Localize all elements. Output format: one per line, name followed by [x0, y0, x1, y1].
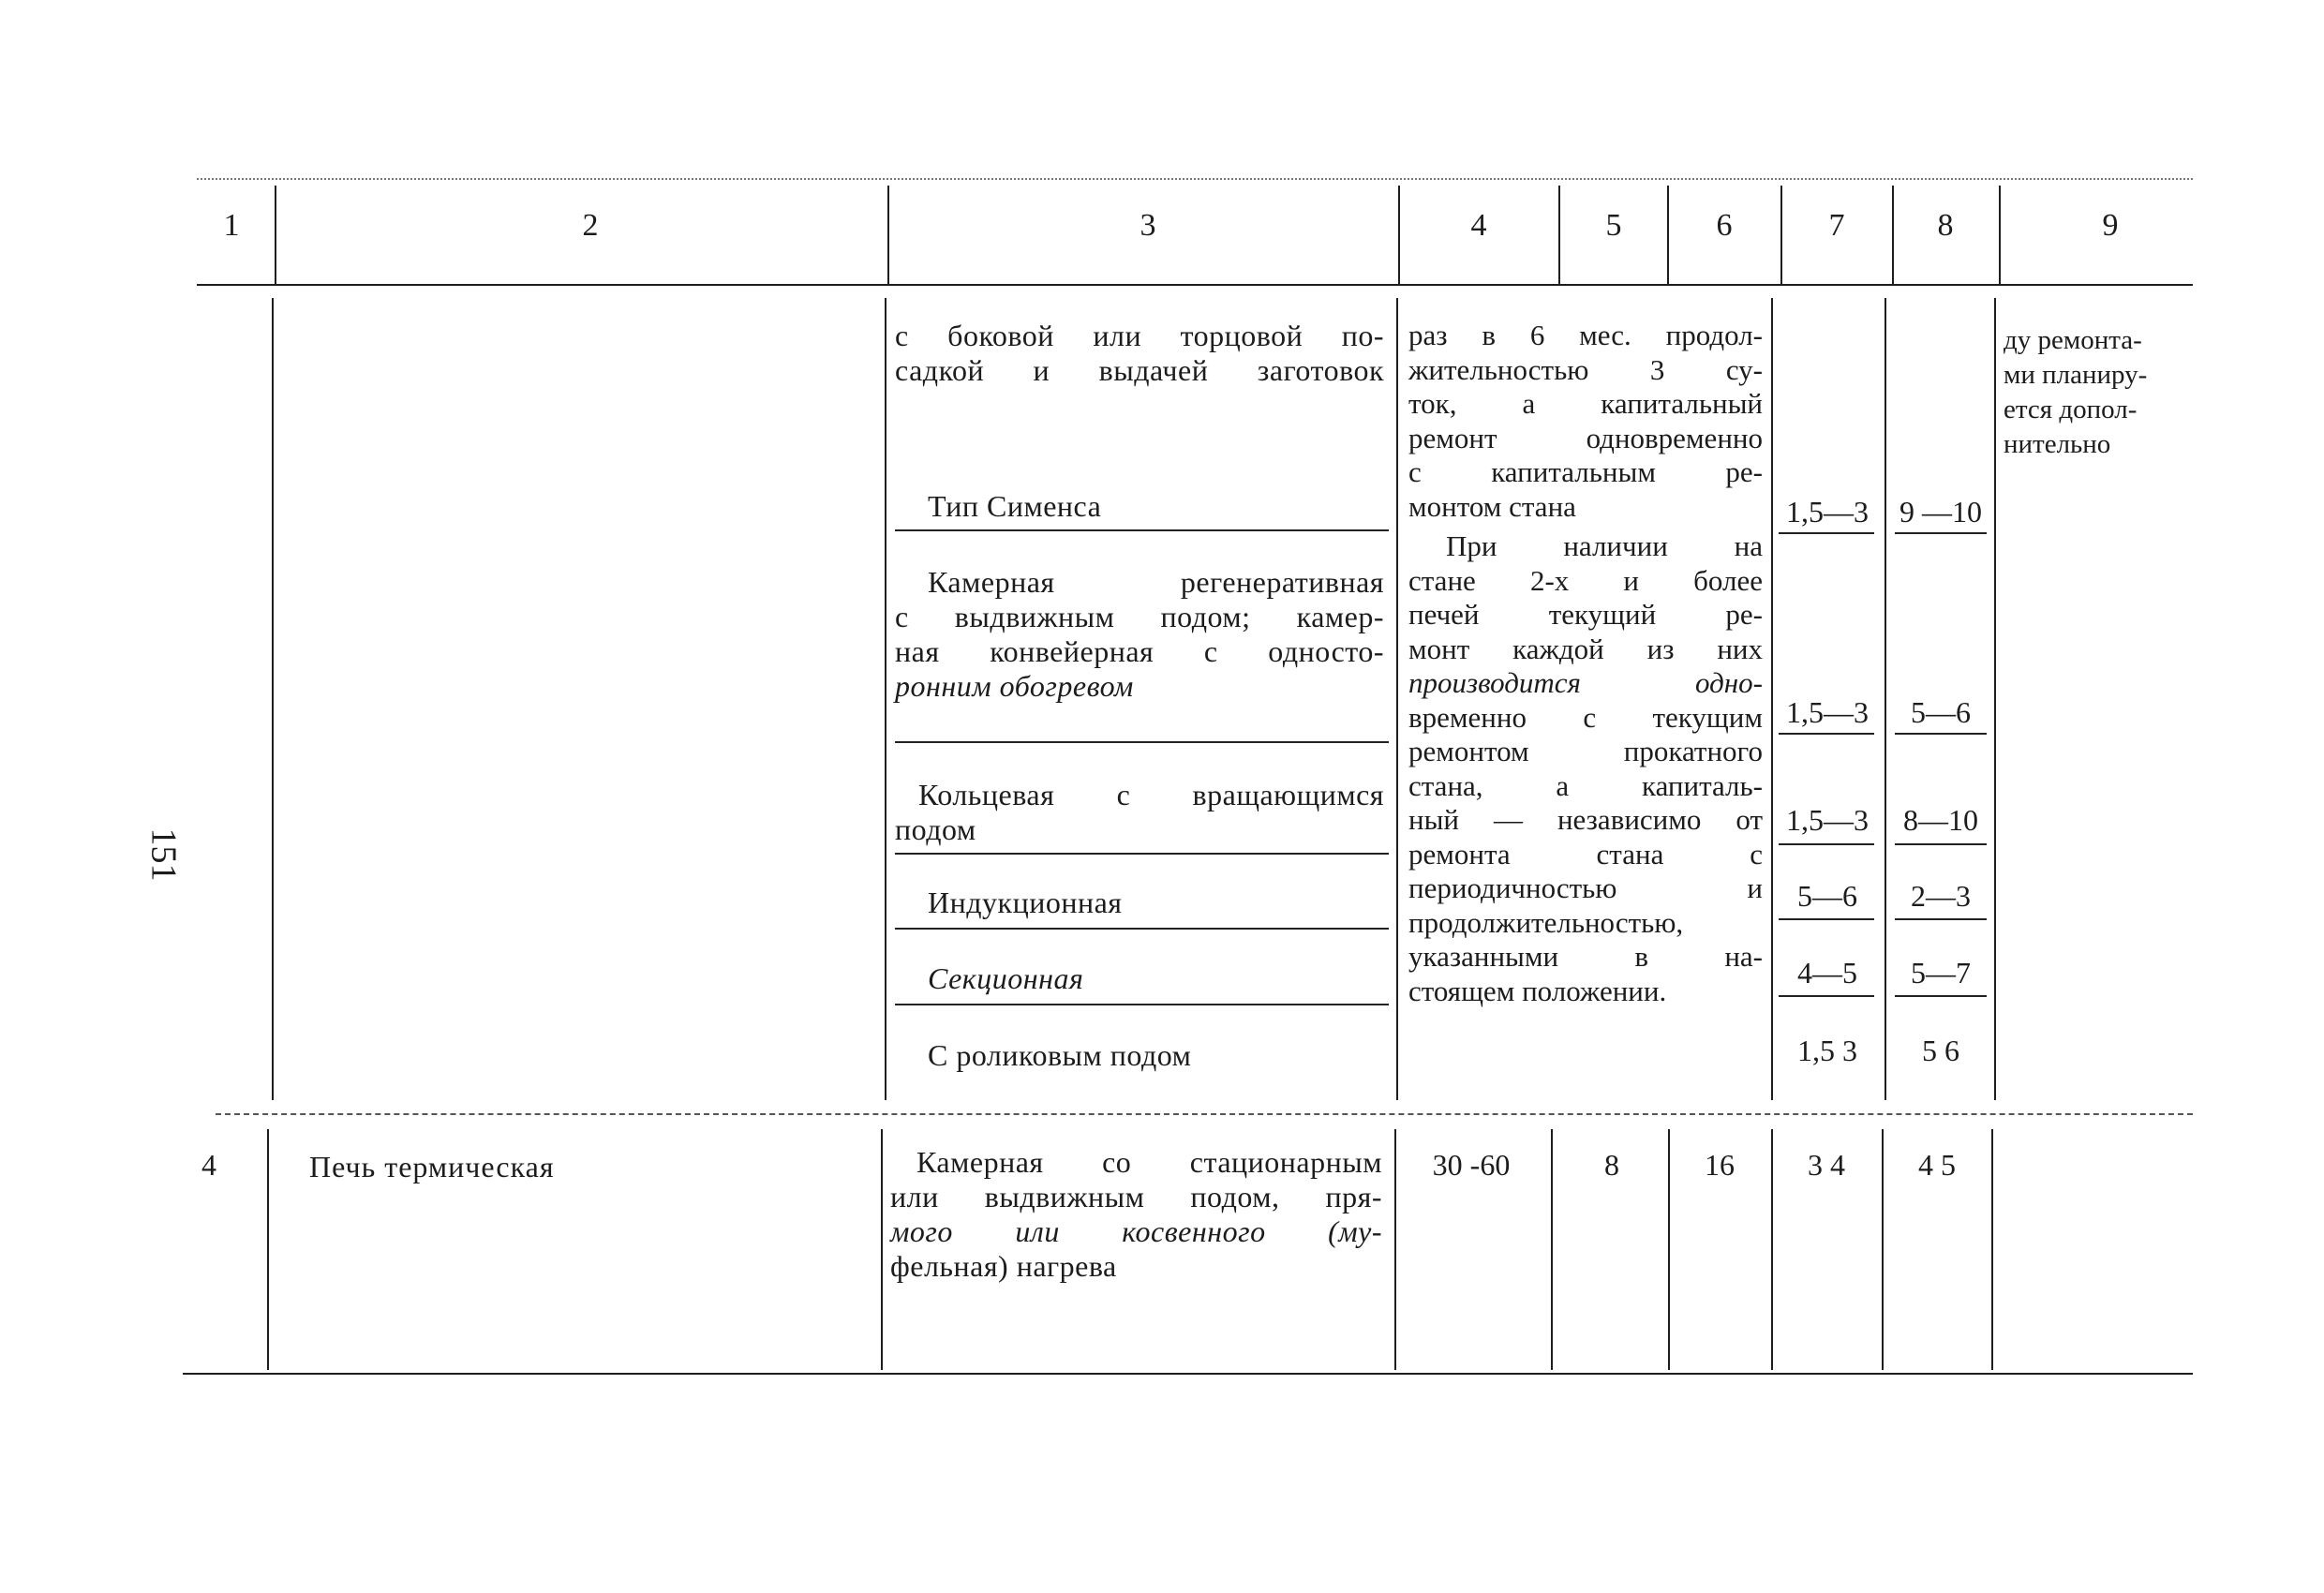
row-number: 4 [201, 1148, 216, 1182]
subtype-underline [895, 853, 1389, 855]
value-underline [1895, 843, 1987, 845]
col4-value: 30 -60 [1432, 1148, 1511, 1182]
text-line: стане 2-х и более [1408, 563, 1763, 597]
col7-value: 1,5—3 [1786, 803, 1869, 837]
col8-value: 4 5 [1918, 1148, 1956, 1182]
text-line: ная конвейерная с односто- [895, 634, 1384, 668]
header-vline [1667, 186, 1669, 284]
header-vline [1999, 186, 2001, 284]
text-line: продолжительностью, [1408, 905, 1684, 939]
text-line: с выдвижным подом; камер- [895, 600, 1384, 633]
text-line: подом [895, 812, 976, 846]
header-col-3: 3 [1140, 208, 1156, 243]
text-line: Тип Сименса [928, 489, 1102, 523]
text-line: ремонта стана с [1408, 837, 1763, 871]
text-line: Камерная регенеративная [928, 565, 1384, 599]
text-line: Индукционная [928, 886, 1123, 919]
body-vline [881, 1129, 883, 1370]
text-line: Секционная [928, 961, 1084, 995]
text-line: ремонт одновременно [1408, 421, 1763, 454]
text-line: ремонтом прокатного [1408, 735, 1763, 767]
text-line: Камерная со стационарным [916, 1145, 1382, 1179]
subtype-chamber-regen [895, 565, 1384, 704]
body-vline [1885, 298, 1886, 1100]
header-vline [275, 186, 276, 284]
col3-intro [895, 319, 1384, 388]
header-col-8: 8 [1937, 208, 1954, 243]
body-vline [267, 1129, 269, 1370]
col6-value: 16 [1705, 1148, 1735, 1182]
header-col-2: 2 [582, 208, 599, 243]
text-line: с боковой или торцовой по- [895, 319, 1384, 352]
text-line: монтом стана [1408, 489, 1576, 523]
subtype-underline [895, 529, 1389, 531]
col9-note [2004, 323, 2147, 462]
row-b-col3 [890, 1145, 1382, 1284]
text-line: нительно [2004, 429, 2111, 459]
body-vline [1991, 1129, 1993, 1370]
body-vline [272, 298, 274, 1100]
top-rule [197, 178, 2193, 180]
text-line: садкой и выдачей заготовок [895, 353, 1384, 387]
value-underline [1779, 918, 1874, 920]
text-line: ный — независимо от [1408, 803, 1763, 836]
body-vline [1551, 1129, 1553, 1370]
subtype-underline [895, 741, 1389, 743]
text-line: ток, а капитальный [1408, 387, 1763, 420]
subtype-ring [895, 778, 1384, 847]
text-line: производится одно- [1408, 666, 1763, 699]
text-line: стоящем положении. [1408, 974, 1667, 1007]
header-col-7: 7 [1828, 208, 1845, 243]
body-vline [1882, 1129, 1884, 1370]
value-underline [1779, 532, 1874, 534]
header-col-4: 4 [1470, 208, 1487, 243]
value-underline [1779, 733, 1874, 735]
text-line: указанными в на- [1408, 940, 1763, 973]
col8-value: 5 6 [1922, 1034, 1959, 1067]
body-vline [1394, 1129, 1396, 1370]
furnace-name: Печь термическая [309, 1150, 555, 1184]
subtype-roller [928, 1038, 1191, 1073]
text-line: ми планиру- [2004, 360, 2148, 390]
subtype-siemens [928, 489, 1101, 524]
body-vline [1771, 298, 1773, 1100]
text-line: периодичностью и [1408, 871, 1763, 904]
text-line: с капитальным ре- [1408, 455, 1763, 488]
text-line: ронним обогревом [895, 669, 1134, 703]
row-separator-rule [216, 1113, 2193, 1115]
body-vline [1771, 1129, 1773, 1370]
value-underline [1779, 843, 1874, 845]
text-line: мого или косвенного (му- [890, 1214, 1382, 1248]
subtype-sectional [928, 961, 1083, 996]
subtype-underline [895, 1004, 1389, 1005]
body-vline [885, 298, 886, 1100]
subtype-underline [895, 928, 1389, 930]
body-vline [1396, 298, 1398, 1100]
text-line: жительностью 3 су- [1408, 352, 1763, 386]
text-line: временно с текущим [1408, 700, 1763, 734]
header-col-6: 6 [1716, 208, 1733, 243]
col4-description [1408, 319, 1763, 1008]
text-line: фельная) нагрева [890, 1249, 1117, 1283]
header-vline [887, 186, 889, 284]
header-vline [1892, 186, 1894, 284]
text-line: При наличии на [1446, 529, 1763, 562]
col7-value: 5—6 [1797, 879, 1857, 913]
page-number: 151 [143, 827, 184, 882]
col5-value: 8 [1604, 1148, 1619, 1182]
text-line: ется допол- [2004, 395, 2138, 424]
text-line: стана, а капиталь- [1408, 768, 1763, 802]
col8-value: 8—10 [1903, 803, 1978, 837]
col7-value: 1,5—3 [1786, 495, 1869, 529]
header-vline [1558, 186, 1560, 284]
col8-value: 9 —10 [1899, 495, 1982, 529]
table-bottom-rule [183, 1373, 2193, 1375]
text-line: Кольцевая с вращающимся [918, 778, 1384, 811]
body-vline [1668, 1129, 1670, 1370]
header-col-9: 9 [2102, 208, 2119, 243]
value-underline [1779, 995, 1874, 997]
header-col-5: 5 [1605, 208, 1622, 243]
col8-value: 5—7 [1911, 956, 1971, 990]
header-vline [1398, 186, 1400, 284]
text-line: раз в 6 мес. продол- [1408, 319, 1763, 351]
value-underline [1895, 995, 1987, 997]
col7-value: 3 4 [1808, 1148, 1845, 1182]
col8-value: 5—6 [1911, 695, 1971, 729]
col7-value: 4—5 [1797, 956, 1857, 990]
col7-value: 1,5 3 [1797, 1034, 1857, 1067]
body-vline [1994, 298, 1996, 1100]
header-col-1: 1 [223, 208, 240, 243]
value-underline [1895, 918, 1987, 920]
text-line: или выдвижным подом, пря- [890, 1180, 1382, 1213]
text-line: С роликовым подом [928, 1038, 1192, 1072]
value-underline [1895, 532, 1987, 534]
subtype-induction [928, 886, 1122, 920]
text-line: печей текущий ре- [1408, 598, 1763, 631]
col7-value: 1,5—3 [1786, 695, 1869, 729]
header-bottom-rule [197, 284, 2193, 286]
text-line: монт каждой из них [1408, 632, 1763, 665]
header-vline [1780, 186, 1782, 284]
text-line: ду ремонта- [2004, 325, 2142, 355]
col8-value: 2—3 [1911, 879, 1971, 913]
value-underline [1895, 733, 1987, 735]
